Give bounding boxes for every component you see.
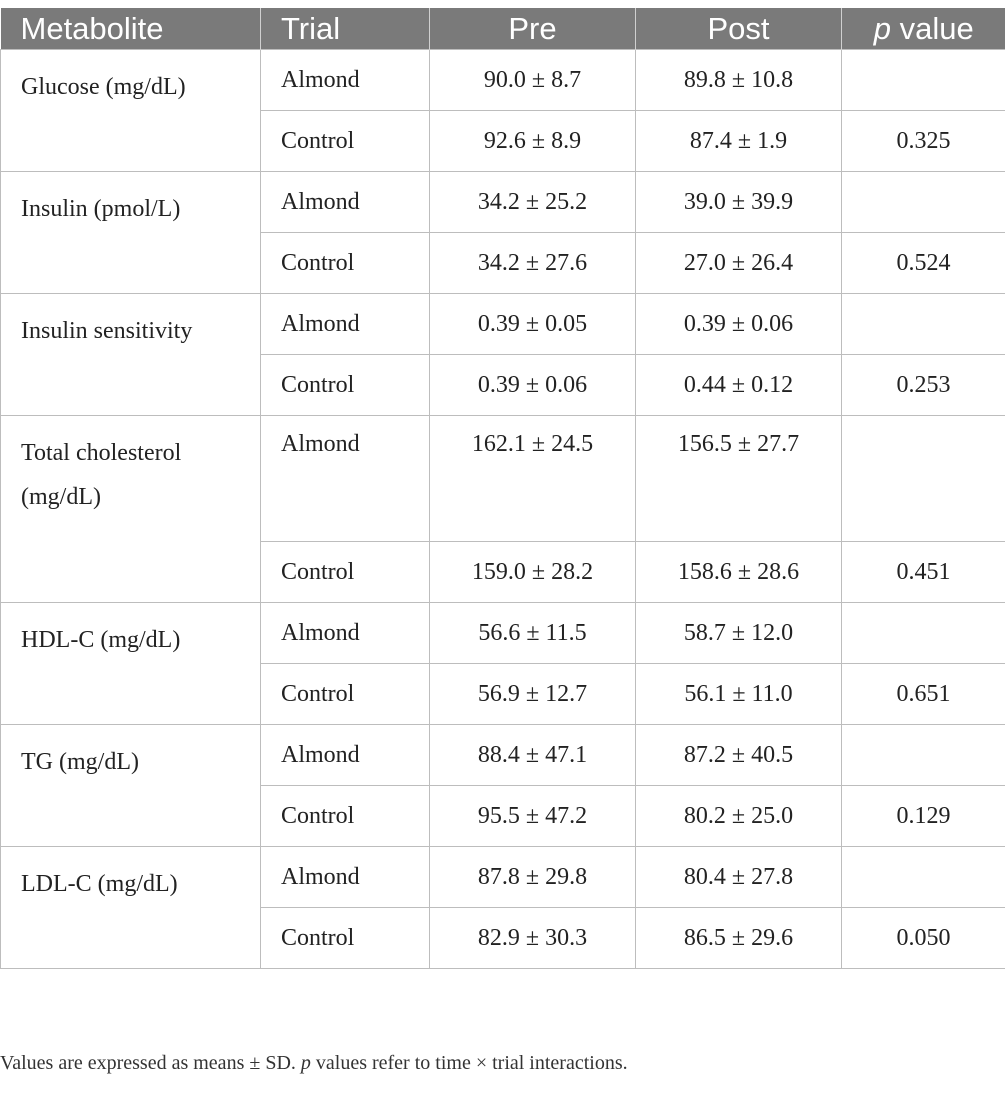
table-row <box>1 172 1005 233</box>
trial-cell: Control <box>261 233 430 294</box>
pre-value-cell: 82.9 ± 30.3 <box>430 908 636 969</box>
p-value-cell <box>842 172 1005 233</box>
post-value-cell: 80.4 ± 27.8 <box>636 847 842 908</box>
table-row <box>1 603 1005 664</box>
trial-cell: Almond <box>261 172 430 233</box>
results-table-container <box>0 8 1005 969</box>
trial-cell: Almond <box>261 847 430 908</box>
p-value-cell <box>842 416 1005 542</box>
post-value-cell: 0.39 ± 0.06 <box>636 294 842 355</box>
post-value-cell: 27.0 ± 26.4 <box>636 233 842 294</box>
metabolite-cell: Total cholesterol (mg/dL) <box>1 416 261 603</box>
table-footnote <box>0 1052 628 1075</box>
trial-cell: Control <box>261 908 430 969</box>
p-value-cell: 0.050 <box>842 908 1005 969</box>
table-body <box>1 50 1005 969</box>
metabolite-cell: Insulin (pmol/L) <box>1 172 261 294</box>
trial-cell: Almond <box>261 50 430 111</box>
header-p-value <box>842 8 1005 50</box>
trial-cell: Control <box>261 542 430 603</box>
post-value-cell: 86.5 ± 29.6 <box>636 908 842 969</box>
p-value-cell <box>842 603 1005 664</box>
pre-value-cell: 56.9 ± 12.7 <box>430 664 636 725</box>
metabolite-cell: Glucose (mg/dL) <box>1 50 261 172</box>
table-row <box>1 847 1005 908</box>
pre-value-cell: 159.0 ± 28.2 <box>430 542 636 603</box>
table-row <box>1 294 1005 355</box>
trial-cell: Almond <box>261 294 430 355</box>
pre-value-cell: 0.39 ± 0.06 <box>430 355 636 416</box>
post-value-cell: 80.2 ± 25.0 <box>636 786 842 847</box>
trial-cell: Almond <box>261 416 430 542</box>
post-value-cell: 58.7 ± 12.0 <box>636 603 842 664</box>
pre-value-cell: 34.2 ± 25.2 <box>430 172 636 233</box>
header-p-italic: p <box>873 11 891 46</box>
pre-value-cell: 162.1 ± 24.5 <box>430 416 636 542</box>
metabolite-cell: HDL-C (mg/dL) <box>1 603 261 725</box>
header-post: Post <box>636 8 842 50</box>
metabolite-table <box>0 8 1005 969</box>
p-value-cell <box>842 847 1005 908</box>
metabolite-cell: LDL-C (mg/dL) <box>1 847 261 969</box>
pre-value-cell: 87.8 ± 29.8 <box>430 847 636 908</box>
post-value-cell: 39.0 ± 39.9 <box>636 172 842 233</box>
table-row <box>1 416 1005 542</box>
trial-cell: Control <box>261 355 430 416</box>
header-row <box>1 8 1005 50</box>
pre-value-cell: 95.5 ± 47.2 <box>430 786 636 847</box>
footnote-p-italic: p <box>300 1052 311 1074</box>
header-p-rest: value <box>891 11 974 46</box>
table-row <box>1 725 1005 786</box>
header-trial: Trial <box>261 8 430 50</box>
post-value-cell: 56.1 ± 11.0 <box>636 664 842 725</box>
footnote-part2: values refer to time × trial interactions. <box>310 1052 628 1074</box>
post-value-cell: 87.4 ± 1.9 <box>636 111 842 172</box>
trial-cell: Control <box>261 786 430 847</box>
table-header <box>1 8 1005 50</box>
footnote-part1: Values are expressed as means ± SD. <box>0 1052 301 1074</box>
pre-value-cell: 34.2 ± 27.6 <box>430 233 636 294</box>
trial-cell: Almond <box>261 725 430 786</box>
p-value-cell: 0.524 <box>842 233 1005 294</box>
post-value-cell: 156.5 ± 27.7 <box>636 416 842 542</box>
pre-value-cell: 56.6 ± 11.5 <box>430 603 636 664</box>
p-value-cell <box>842 50 1005 111</box>
pre-value-cell: 92.6 ± 8.9 <box>430 111 636 172</box>
p-value-cell <box>842 294 1005 355</box>
post-value-cell: 87.2 ± 40.5 <box>636 725 842 786</box>
post-value-cell: 158.6 ± 28.6 <box>636 542 842 603</box>
p-value-cell <box>842 725 1005 786</box>
table-row <box>1 50 1005 111</box>
post-value-cell: 0.44 ± 0.12 <box>636 355 842 416</box>
header-metabolite: Metabolite <box>1 8 261 50</box>
header-pre: Pre <box>430 8 636 50</box>
p-value-cell: 0.325 <box>842 111 1005 172</box>
p-value-cell: 0.451 <box>842 542 1005 603</box>
trial-cell: Control <box>261 664 430 725</box>
post-value-cell: 89.8 ± 10.8 <box>636 50 842 111</box>
pre-value-cell: 88.4 ± 47.1 <box>430 725 636 786</box>
p-value-cell: 0.129 <box>842 786 1005 847</box>
pre-value-cell: 0.39 ± 0.05 <box>430 294 636 355</box>
metabolite-cell: TG (mg/dL) <box>1 725 261 847</box>
p-value-cell: 0.651 <box>842 664 1005 725</box>
trial-cell: Almond <box>261 603 430 664</box>
metabolite-cell: Insulin sensitivity <box>1 294 261 416</box>
trial-cell: Control <box>261 111 430 172</box>
p-value-cell: 0.253 <box>842 355 1005 416</box>
pre-value-cell: 90.0 ± 8.7 <box>430 50 636 111</box>
